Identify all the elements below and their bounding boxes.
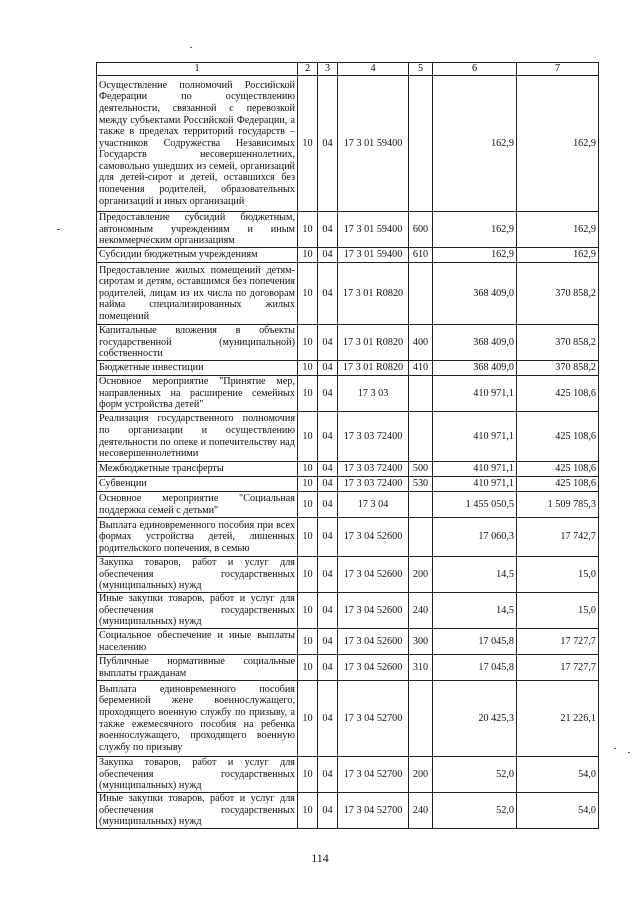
expense-type-cell: 410 [409, 361, 433, 376]
section-code-cell: 10 [298, 248, 318, 263]
target-article-cell: 17 3 04 52600 [338, 593, 409, 629]
table-header-row [97, 63, 599, 76]
section-code-cell: 10 [298, 681, 318, 757]
table-body [97, 76, 599, 829]
section-code-cell: 10 [298, 477, 318, 492]
row-name-cell: Реализация государственного полномочия по организации и осуществлению деятельности по опеке и попечительству над несовершеннолетними [97, 412, 298, 462]
section-code-cell: 10 [298, 76, 318, 212]
amount-year1-cell: 368 409,0 [433, 325, 517, 361]
expense-type-cell [409, 76, 433, 212]
expense-type-cell: 530 [409, 477, 433, 492]
target-article-cell: 17 3 01 R0820 [338, 263, 409, 325]
amount-year1-cell: 162,9 [433, 76, 517, 212]
amount-year2-cell: 162,9 [517, 76, 599, 212]
table-row [97, 361, 599, 376]
subsection-code-cell: 04 [318, 593, 338, 629]
amount-year2-cell: 1 509 785,3 [517, 492, 599, 518]
expense-type-cell: 240 [409, 793, 433, 829]
row-name-cell: Иные закупки товаров, работ и услуг для обеспечения государственных (муниципальных) нужд [97, 793, 298, 829]
row-name-cell: Основное мероприятие "Социальная поддержка семей с детьми" [97, 492, 298, 518]
table-row [97, 76, 599, 212]
amount-year1-cell: 17 045,8 [433, 655, 517, 681]
header-cell: 2 [298, 63, 318, 76]
scan-speck [628, 752, 630, 753]
amount-year2-cell: 370 858,2 [517, 361, 599, 376]
target-article-cell: 17 3 01 59400 [338, 76, 409, 212]
amount-year1-cell: 368 409,0 [433, 263, 517, 325]
subsection-code-cell: 04 [318, 655, 338, 681]
subsection-code-cell: 04 [318, 681, 338, 757]
section-code-cell: 10 [298, 412, 318, 462]
expense-type-cell [409, 681, 433, 757]
subsection-code-cell: 04 [318, 518, 338, 557]
scan-speck [57, 229, 60, 230]
target-article-cell: 17 3 04 52700 [338, 681, 409, 757]
page-number: 114 [311, 851, 329, 865]
table-row [97, 376, 599, 412]
section-code-cell: 10 [298, 629, 318, 655]
table-row [97, 793, 599, 829]
subsection-code-cell: 04 [318, 492, 338, 518]
amount-year1-cell: 410 971,1 [433, 412, 517, 462]
expense-type-cell: 400 [409, 325, 433, 361]
subsection-code-cell: 04 [318, 462, 338, 477]
amount-year1-cell: 52,0 [433, 793, 517, 829]
section-code-cell: 10 [298, 263, 318, 325]
section-code-cell: 10 [298, 376, 318, 412]
target-article-cell: 17 3 01 R0820 [338, 325, 409, 361]
target-article-cell: 17 3 03 72400 [338, 462, 409, 477]
subsection-code-cell: 04 [318, 477, 338, 492]
header-cell: 6 [433, 63, 517, 76]
row-name-cell: Капитальные вложения в объекты государственной (муниципальной) собственности [97, 325, 298, 361]
amount-year2-cell: 54,0 [517, 757, 599, 793]
row-name-cell: Осуществление полномочий Российской Федерации по осуществлению деятельности, связанной с перевозкой между субъектами Российской Федерации, а также в пределах территорий государств – участников Содружества Независимых Государств несовершеннолетних, самовольно ушедших из семей, организаций для детей-сирот и детей, оставшихся без попечения родителей, образовательных организаций и иных организаций [97, 76, 298, 212]
target-article-cell: 17 3 03 [338, 376, 409, 412]
row-name-cell: Предоставление жилых помещений детям-сиротам и детям, оставшимся без попечения родителей, лицам из их числа по договорам найма специализированных жилых помещений [97, 263, 298, 325]
target-article-cell: 17 3 04 52600 [338, 655, 409, 681]
subsection-code-cell: 04 [318, 757, 338, 793]
amount-year2-cell: 370 858,2 [517, 325, 599, 361]
expense-type-cell: 610 [409, 248, 433, 263]
amount-year2-cell: 162,9 [517, 248, 599, 263]
expense-type-cell: 200 [409, 557, 433, 593]
amount-year1-cell: 368 409,0 [433, 361, 517, 376]
row-name-cell: Выплата единовременного пособия беременной жене военнослужащего, проходящего военную службу по призыву, а также ежемесячного пособия на ребенка военнослужащего, проходящего военную службу по призыву [97, 681, 298, 757]
expense-type-cell [409, 412, 433, 462]
expense-type-cell [409, 518, 433, 557]
amount-year1-cell: 17 060,3 [433, 518, 517, 557]
amount-year1-cell: 410 971,1 [433, 477, 517, 492]
target-article-cell: 17 3 03 72400 [338, 477, 409, 492]
subsection-code-cell: 04 [318, 629, 338, 655]
subsection-code-cell: 04 [318, 412, 338, 462]
amount-year2-cell: 162,9 [517, 212, 599, 248]
table-row [97, 462, 599, 477]
table-row [97, 629, 599, 655]
budget-table [96, 62, 599, 829]
section-code-cell: 10 [298, 212, 318, 248]
subsection-code-cell: 04 [318, 76, 338, 212]
table-row [97, 248, 599, 263]
section-code-cell: 10 [298, 655, 318, 681]
expense-type-cell: 600 [409, 212, 433, 248]
target-article-cell: 17 3 01 R0820 [338, 361, 409, 376]
row-name-cell: Основное мероприятие "Принятие мер, направленных на расширение семейных форм устройства детей" [97, 376, 298, 412]
table-row [97, 757, 599, 793]
expense-type-cell: 310 [409, 655, 433, 681]
amount-year2-cell: 425 108,6 [517, 477, 599, 492]
section-code-cell: 10 [298, 492, 318, 518]
expense-type-cell [409, 263, 433, 325]
target-article-cell: 17 3 04 52700 [338, 793, 409, 829]
amount-year2-cell: 15,0 [517, 593, 599, 629]
amount-year2-cell: 425 108,6 [517, 376, 599, 412]
target-article-cell: 17 3 04 [338, 492, 409, 518]
row-name-cell: Субвенции [97, 477, 298, 492]
table-row [97, 212, 599, 248]
header-cell: 3 [318, 63, 338, 76]
subsection-code-cell: 04 [318, 557, 338, 593]
header-cell: 4 [338, 63, 409, 76]
subsection-code-cell: 04 [318, 793, 338, 829]
target-article-cell: 17 3 04 52600 [338, 557, 409, 593]
section-code-cell: 10 [298, 361, 318, 376]
table-row [97, 477, 599, 492]
amount-year1-cell: 162,9 [433, 212, 517, 248]
target-article-cell: 17 3 04 52700 [338, 757, 409, 793]
subsection-code-cell: 04 [318, 361, 338, 376]
target-article-cell: 17 3 01 59400 [338, 212, 409, 248]
table-row [97, 557, 599, 593]
amount-year1-cell: 410 971,1 [433, 462, 517, 477]
expense-type-cell [409, 376, 433, 412]
amount-year1-cell: 14,5 [433, 557, 517, 593]
table-row [97, 655, 599, 681]
subsection-code-cell: 04 [318, 263, 338, 325]
section-code-cell: 10 [298, 793, 318, 829]
subsection-code-cell: 04 [318, 248, 338, 263]
header-cell: 5 [409, 63, 433, 76]
subsection-code-cell: 04 [318, 376, 338, 412]
amount-year1-cell: 52,0 [433, 757, 517, 793]
expense-type-cell: 300 [409, 629, 433, 655]
expense-type-cell: 500 [409, 462, 433, 477]
row-name-cell: Выплата единовременного пособия при всех формах устройства детей, лишенных родительского попечения, в семью [97, 518, 298, 557]
row-name-cell: Субсидии бюджетным учреждениям [97, 248, 298, 263]
amount-year1-cell: 410 971,1 [433, 376, 517, 412]
row-name-cell: Закупка товаров, работ и услуг для обеспечения государственных (муниципальных) нужд [97, 557, 298, 593]
row-name-cell: Закупка товаров, работ и услуг для обеспечения государственных (муниципальных) нужд [97, 757, 298, 793]
section-code-cell: 10 [298, 325, 318, 361]
target-article-cell: 17 3 01 59400 [338, 248, 409, 263]
amount-year2-cell: 15,0 [517, 557, 599, 593]
scan-speck [190, 47, 192, 48]
section-code-cell: 10 [298, 462, 318, 477]
table-row [97, 492, 599, 518]
subsection-code-cell: 04 [318, 325, 338, 361]
target-article-cell: 17 3 04 52600 [338, 629, 409, 655]
amount-year1-cell: 14,5 [433, 593, 517, 629]
amount-year1-cell: 162,9 [433, 248, 517, 263]
expense-type-cell: 200 [409, 757, 433, 793]
table-row [97, 412, 599, 462]
amount-year2-cell: 17 727,7 [517, 629, 599, 655]
row-name-cell: Иные закупки товаров, работ и услуг для обеспечения государственных (муниципальных) нужд [97, 593, 298, 629]
section-code-cell: 10 [298, 757, 318, 793]
amount-year2-cell: 54,0 [517, 793, 599, 829]
row-name-cell: Социальное обеспечение и иные выплаты населению [97, 629, 298, 655]
table-row [97, 263, 599, 325]
amount-year2-cell: 425 108,6 [517, 412, 599, 462]
amount-year2-cell: 17 742,7 [517, 518, 599, 557]
amount-year2-cell: 370 858,2 [517, 263, 599, 325]
expense-type-cell: 240 [409, 593, 433, 629]
amount-year2-cell: 21 226,1 [517, 681, 599, 757]
table-row [97, 593, 599, 629]
amount-year2-cell: 17 727,7 [517, 655, 599, 681]
table-row [97, 518, 599, 557]
row-name-cell: Публичные нормативные социальные выплаты гражданам [97, 655, 298, 681]
row-name-cell: Бюджетные инвестиции [97, 361, 298, 376]
section-code-cell: 10 [298, 557, 318, 593]
amount-year1-cell: 1 455 050,5 [433, 492, 517, 518]
row-name-cell: Межбюджетные трансферты [97, 462, 298, 477]
section-code-cell: 10 [298, 518, 318, 557]
expense-type-cell [409, 492, 433, 518]
row-name-cell: Предоставление субсидий бюджетным, автономным учреждениям и иным некоммерческим организациям [97, 212, 298, 248]
amount-year2-cell: 425 108,6 [517, 462, 599, 477]
section-code-cell: 10 [298, 593, 318, 629]
target-article-cell: 17 3 04 52600 [338, 518, 409, 557]
subsection-code-cell: 04 [318, 212, 338, 248]
amount-year1-cell: 20 425,3 [433, 681, 517, 757]
target-article-cell: 17 3 03 72400 [338, 412, 409, 462]
amount-year1-cell: 17 045,8 [433, 629, 517, 655]
table-row [97, 325, 599, 361]
table-row [97, 681, 599, 757]
header-cell: 1 [97, 63, 298, 76]
header-cell: 7 [517, 63, 599, 76]
scan-speck [614, 748, 616, 749]
